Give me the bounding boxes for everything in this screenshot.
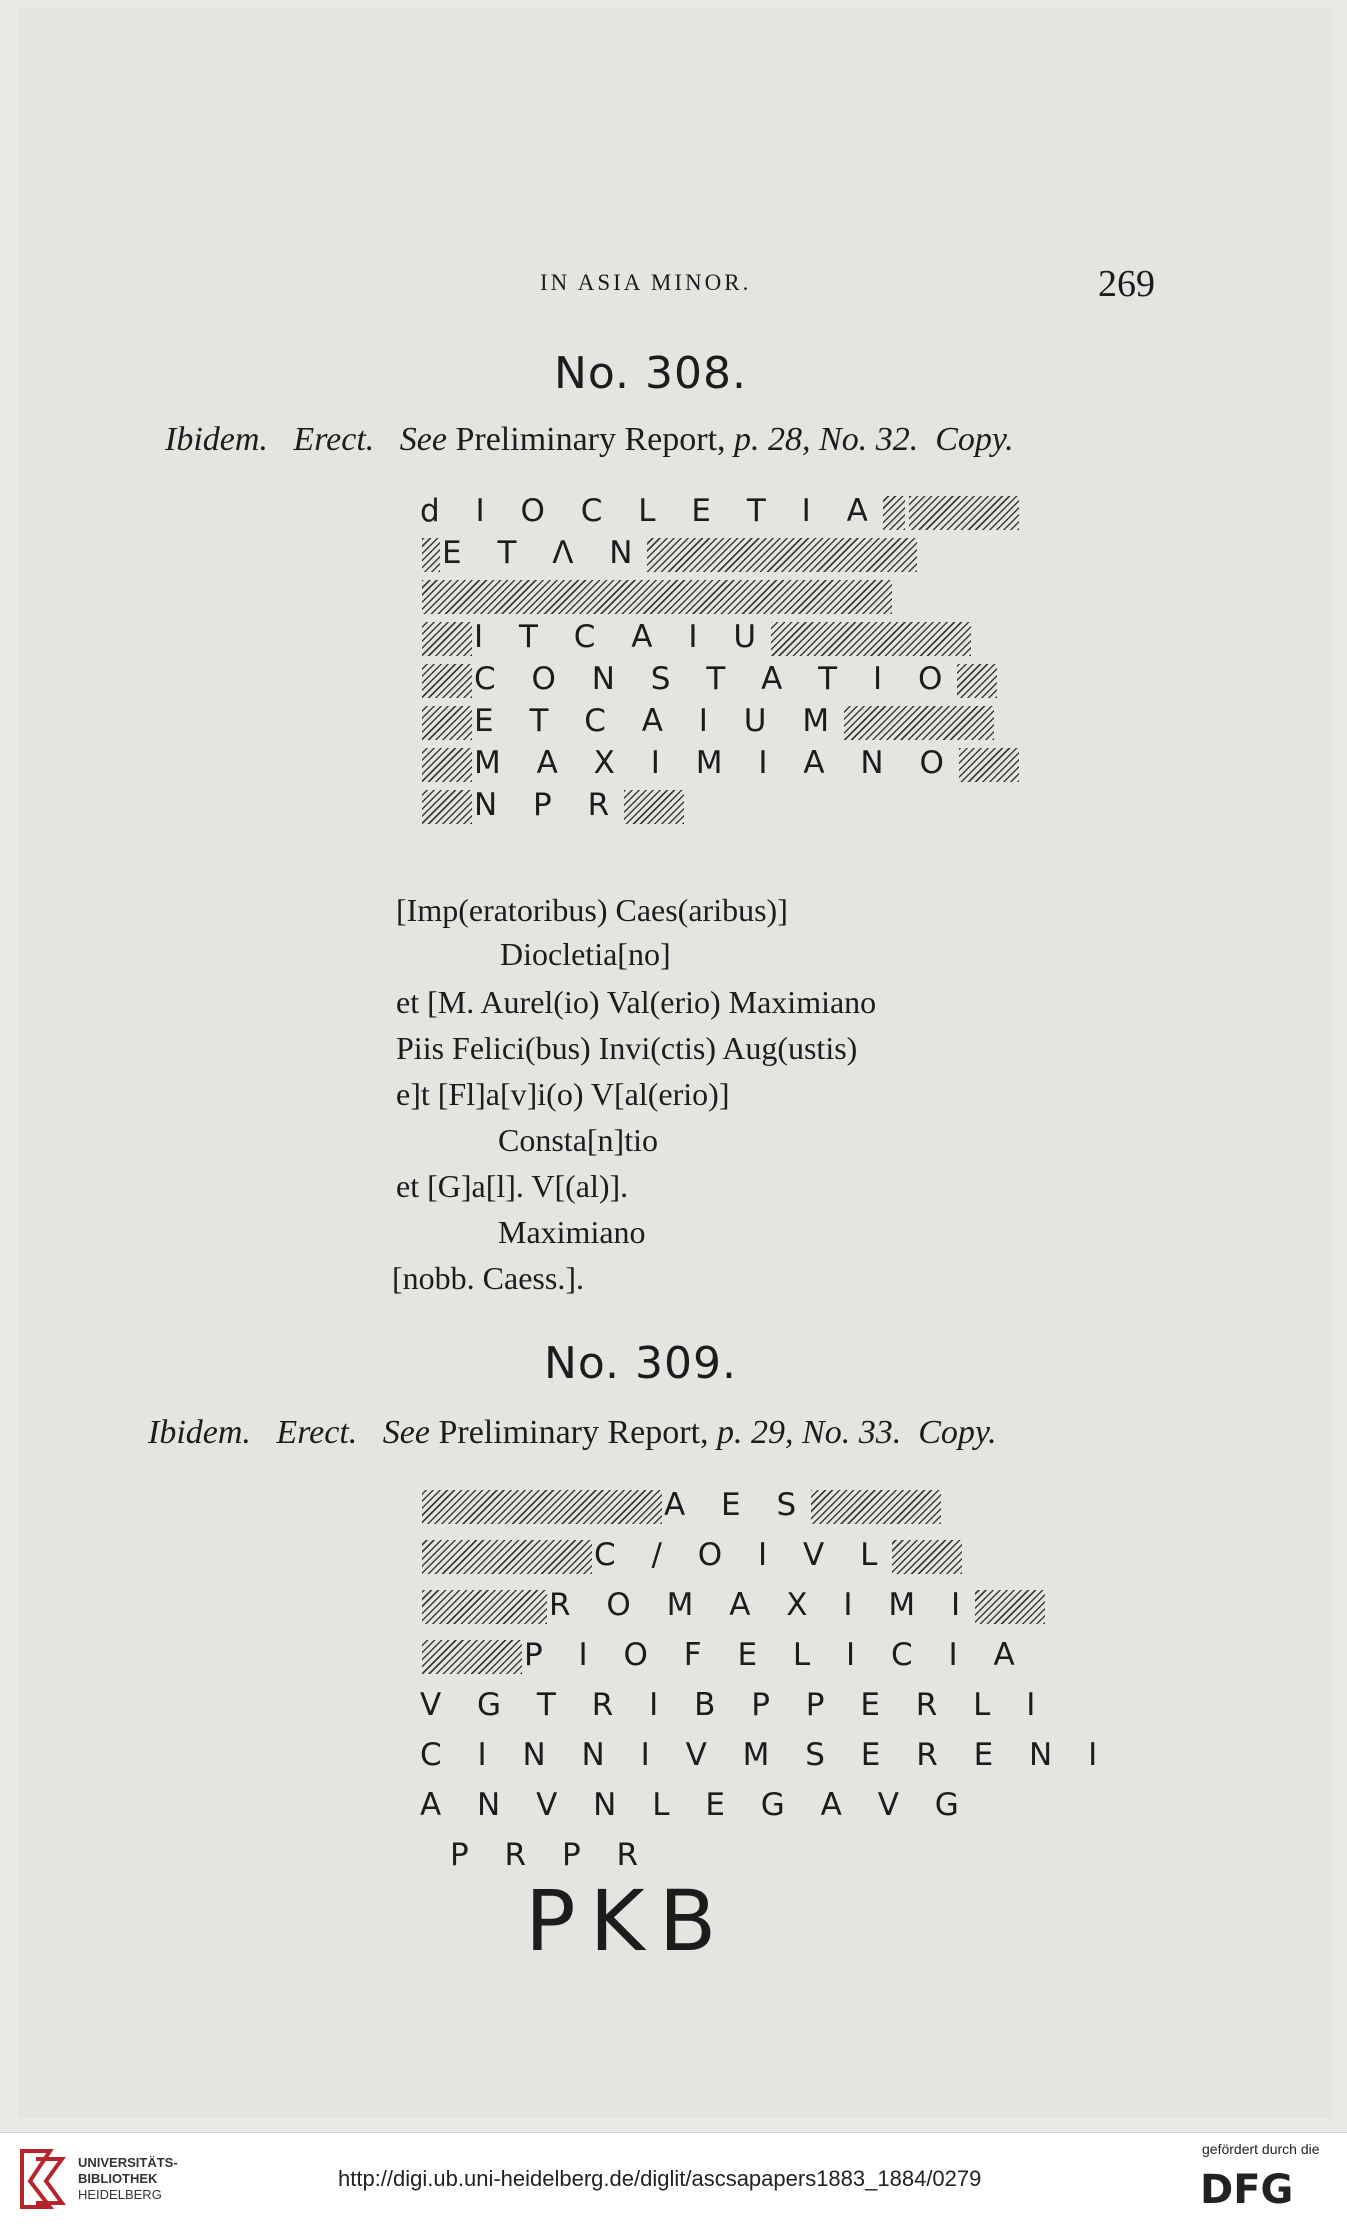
inscription-308-source bbox=[165, 421, 1014, 459]
damage-hatch bbox=[975, 1590, 1045, 1624]
damage-hatch bbox=[909, 496, 1019, 530]
inscription-309-copy bbox=[420, 1480, 1110, 1880]
inscription-308-heading: No. 308. bbox=[554, 348, 748, 399]
damage-hatch bbox=[422, 706, 472, 740]
damage-hatch bbox=[624, 790, 684, 824]
inscription-line: I T C A I U bbox=[420, 616, 1021, 658]
inscription-line: A E S bbox=[420, 1480, 1110, 1530]
source-number: No. 33. bbox=[802, 1414, 902, 1451]
library-name: UNIVERSITÄTS- BIBLIOTHEK HEIDELBERG bbox=[78, 2155, 178, 2202]
damage-hatch bbox=[811, 1490, 941, 1524]
source-page: p. 29, bbox=[717, 1414, 794, 1451]
inscription-line: C / O I V L bbox=[420, 1530, 1110, 1580]
inscription-308-reading-line: [Imp(eratoribus) Caes(aribus)] bbox=[396, 892, 788, 928]
damage-hatch bbox=[771, 622, 971, 656]
running-head: IN ASIA MINOR. bbox=[540, 270, 752, 295]
damage-hatch bbox=[883, 496, 905, 530]
source-place: Ibidem. bbox=[165, 421, 268, 458]
source-see: See bbox=[399, 421, 447, 458]
inscription-line: V G T R I B P P E R L I bbox=[420, 1687, 1049, 1723]
damage-hatch bbox=[844, 706, 994, 740]
inscription-line bbox=[420, 574, 1021, 616]
damage-hatch bbox=[647, 538, 917, 572]
inscription-line: d I O C L E T I A bbox=[420, 490, 1021, 532]
damage-hatch bbox=[422, 1640, 522, 1674]
inscription-308-copy bbox=[420, 490, 1021, 826]
inscription-line: A N V N L E G A V G bbox=[420, 1787, 972, 1823]
page-number: 269 bbox=[1098, 263, 1155, 305]
inscription-308-reading-line: e]t [Fl]a[v]i(o) V[al(erio)] bbox=[396, 1076, 730, 1112]
damage-hatch bbox=[422, 622, 472, 656]
inscription-line: M A X I M I A N O bbox=[420, 742, 1021, 784]
damage-hatch bbox=[957, 664, 997, 698]
inscription-308-reading-line: et [G]a[l]. V[(al)]. bbox=[396, 1168, 629, 1204]
inscription-308-reading-line: [nobb. Caess.]. bbox=[392, 1260, 584, 1296]
source-see: See bbox=[382, 1414, 430, 1451]
source-state: Erect. bbox=[293, 421, 375, 458]
inscription-line: R O M A X I M I bbox=[420, 1580, 1110, 1630]
inscription-308-reading-line: Diocletia[no] bbox=[500, 936, 671, 972]
inscription-308-reading-line: Piis Felici(bus) Invi(ctis) Aug(ustis) bbox=[396, 1030, 858, 1066]
source-report: Preliminary Report, bbox=[438, 1414, 709, 1451]
university-library-logo-icon bbox=[16, 2147, 68, 2211]
inscription-line: N P R bbox=[420, 784, 1021, 826]
svg-text:DFG: DFG bbox=[1200, 2167, 1294, 2209]
inscription-308-reading-line: Consta[n]tio bbox=[498, 1122, 658, 1158]
digitization-url[interactable]: http://digi.ub.uni-heidelberg.de/diglit/ascsapapers1883_1884/0279 bbox=[338, 2166, 982, 2191]
inscription-308-reading-line: Maximiano bbox=[498, 1214, 646, 1250]
damage-hatch bbox=[422, 1490, 662, 1524]
source-copy: Copy. bbox=[935, 421, 1014, 458]
inscription-line: C O N S T A T I O bbox=[420, 658, 1021, 700]
source-place: Ibidem. bbox=[148, 1414, 251, 1451]
dfg-logo-icon bbox=[1198, 2165, 1330, 2209]
inscription-309-heading: No. 309. bbox=[544, 1338, 738, 1389]
damage-hatch bbox=[422, 538, 440, 572]
damage-hatch bbox=[959, 748, 1019, 782]
damage-hatch bbox=[422, 790, 472, 824]
damage-hatch bbox=[422, 664, 472, 698]
damage-hatch bbox=[422, 748, 472, 782]
inscription-line: E T C A I U M bbox=[420, 700, 1021, 742]
footer-bar bbox=[0, 2132, 1347, 2229]
funded-by-label: gefördert durch die bbox=[1202, 2141, 1320, 2157]
damage-hatch bbox=[422, 1590, 547, 1624]
inscription-line: C I N N I V M S E R E N I bbox=[420, 1737, 1111, 1773]
damage-hatch bbox=[892, 1540, 962, 1574]
damage-hatch bbox=[422, 580, 892, 614]
inscription-line: P R P R bbox=[450, 1837, 652, 1873]
inscription-308-reading-line: et [M. Aurel(io) Val(erio) Maximiano bbox=[396, 984, 877, 1020]
inscription-line: E T Λ N bbox=[420, 532, 1021, 574]
source-page: p. 28, bbox=[734, 421, 811, 458]
damage-hatch bbox=[422, 1540, 592, 1574]
inscription-line: P I O F E L I C I A bbox=[420, 1630, 1110, 1680]
source-report: Preliminary Report, bbox=[455, 421, 726, 458]
source-copy: Copy. bbox=[918, 1414, 997, 1451]
inscription-309-pkb: PKB bbox=[525, 1872, 731, 1970]
source-number: No. 32. bbox=[819, 421, 919, 458]
source-state: Erect. bbox=[276, 1414, 358, 1451]
inscription-309-source bbox=[148, 1414, 997, 1452]
